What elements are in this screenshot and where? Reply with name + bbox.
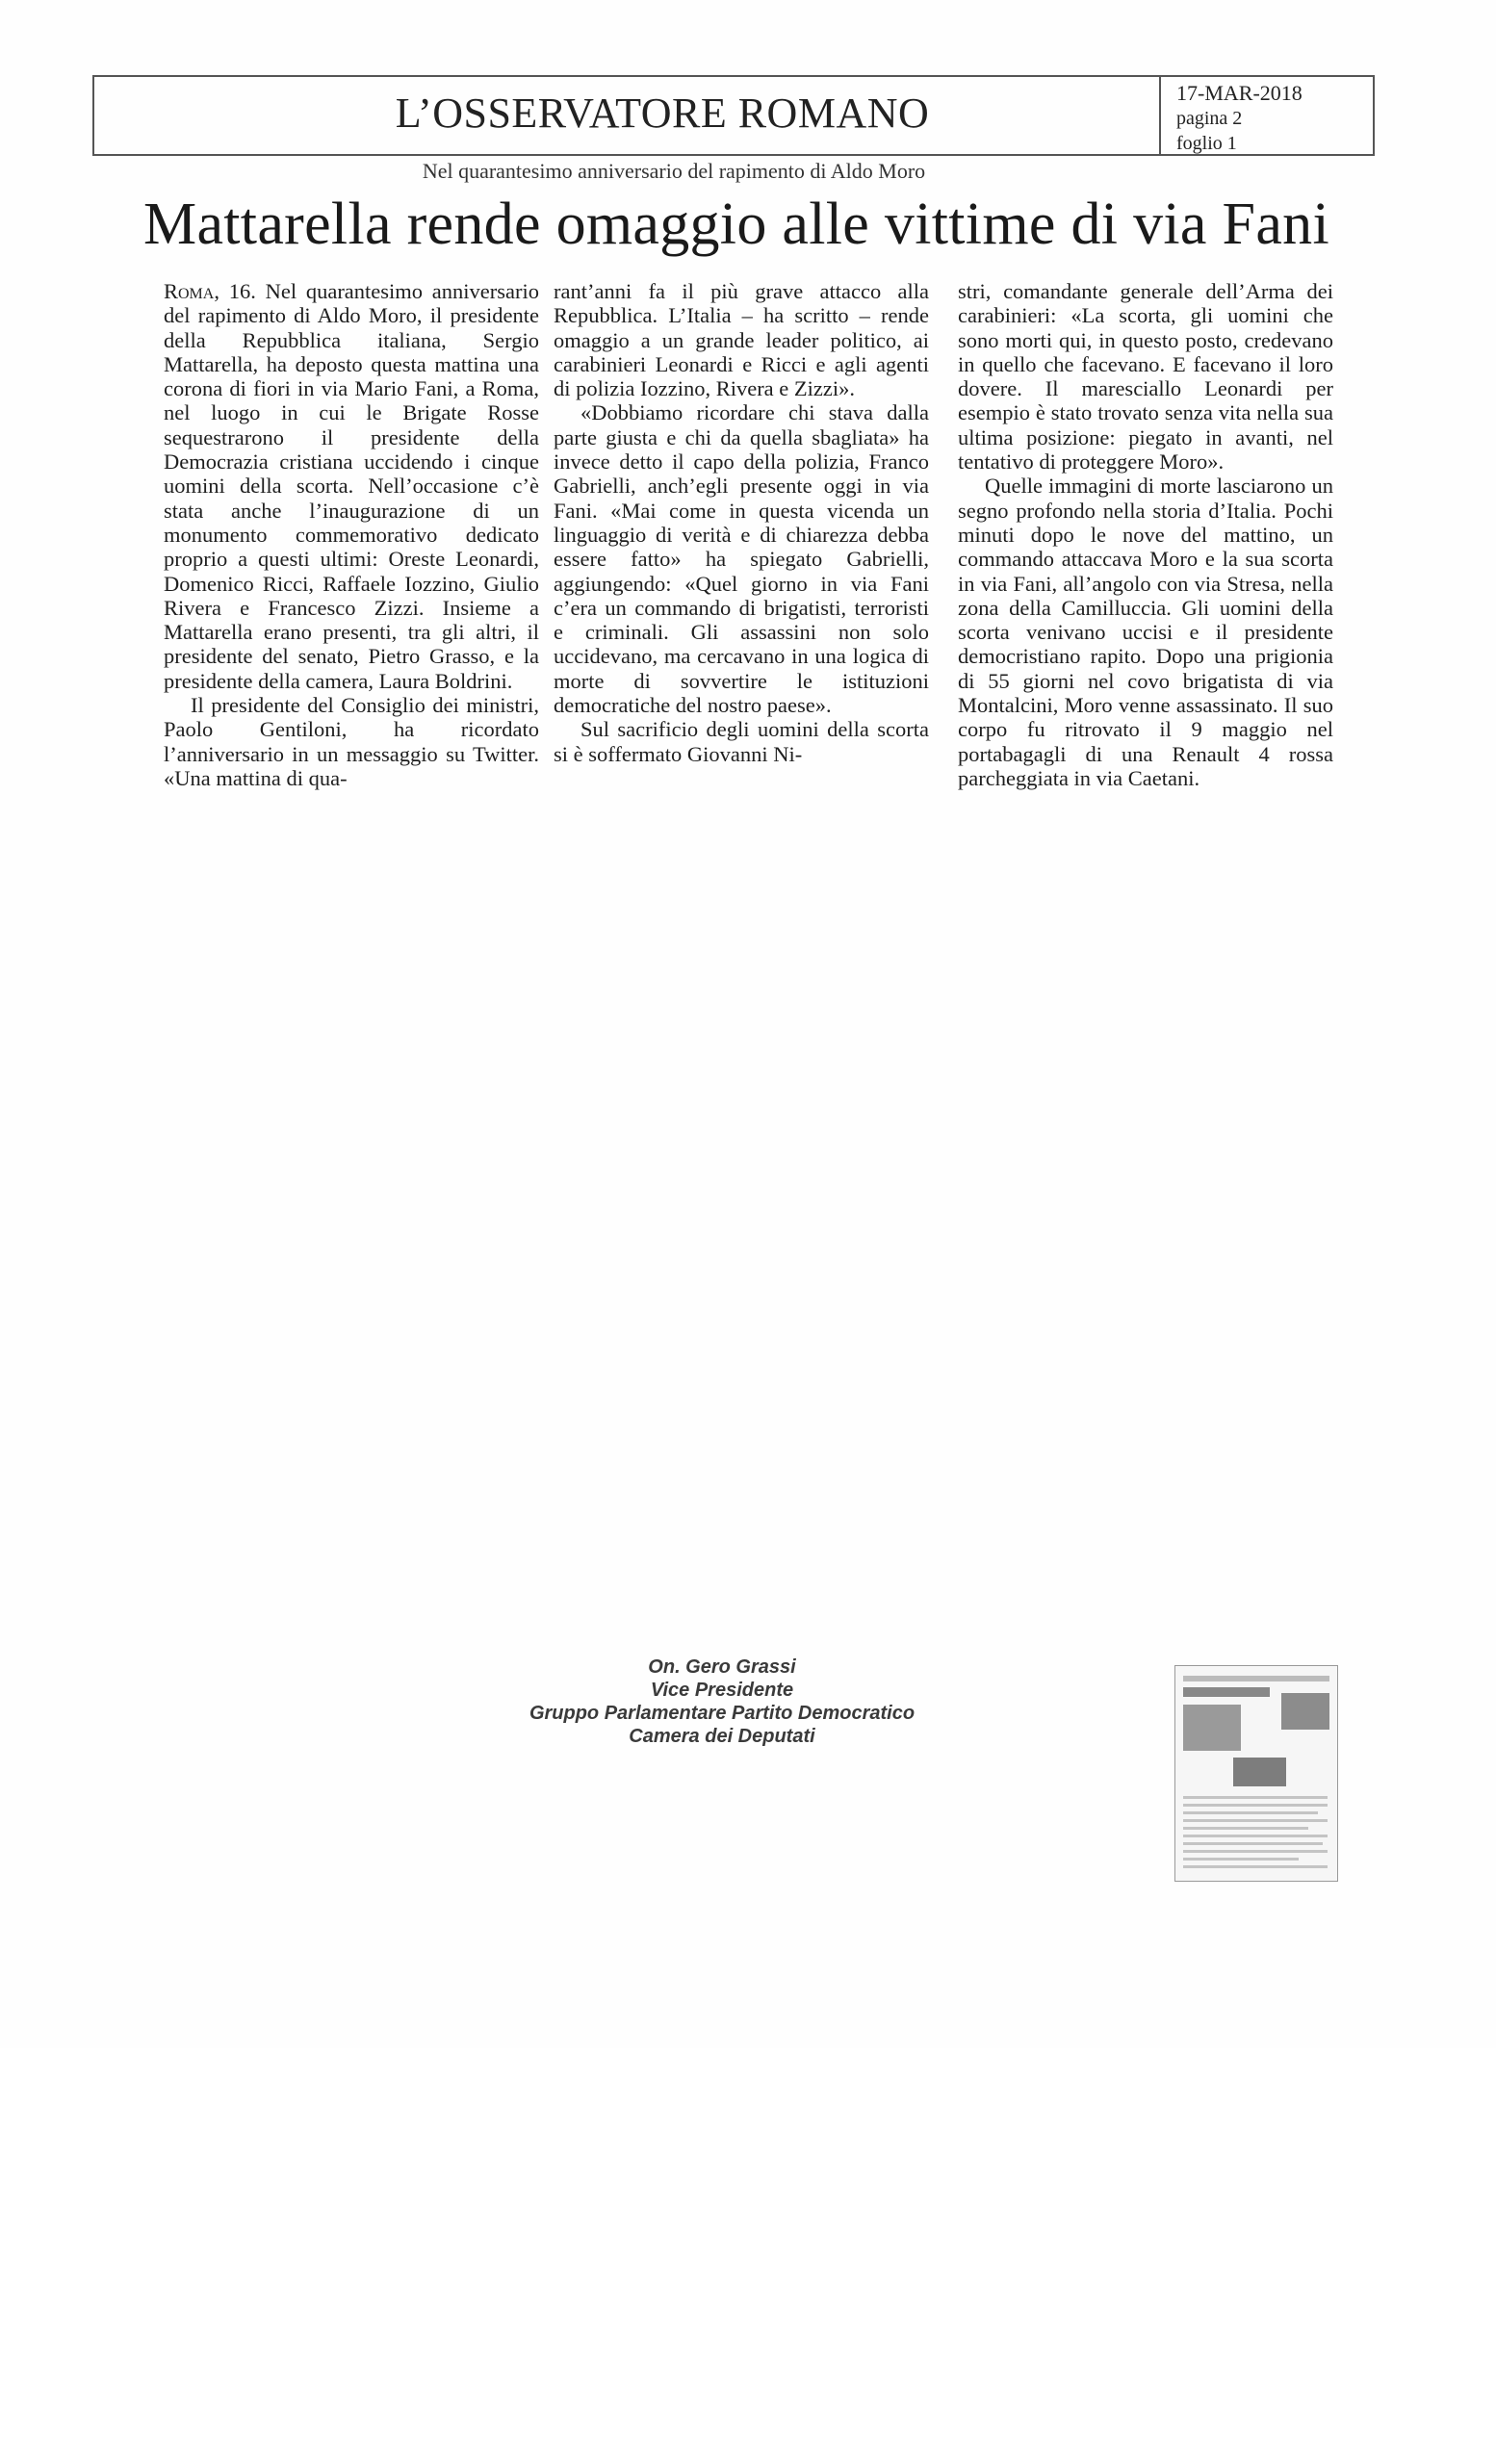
article-dateline: Roma, 16. xyxy=(164,279,256,303)
stamp-name: On. Gero Grassi xyxy=(648,1656,796,1678)
clipping-page: pagina 2 xyxy=(1176,108,1243,129)
paragraph-text: Nel quarantesimo anniversario del rapimento di Aldo Moro, il presidente della Repubblica italiana, Sergio Mattarella, ha deposto questa mattina una corona di fiori in via Mario Fani, a Roma, nel luogo in cui le Brigate Rosse sequestrarono il presidente della Democrazia cristiana uccidendo i cinque uomini della scorta. Nell’occasione c’è stata anche l’inaugurazione di un monumento commemorativo dedicato proprio a questi ultimi: Oreste Leonardi, Domenico Ricci, Raffaele Iozzino, Giulio Rivera e Francesco Zizzi. Insieme a Mattarella erano presenti, tra gli altri, il presidente del senato, Pietro Grasso, e la presidente della camera, Laura Boldrini. xyxy=(164,279,539,693)
article-column-3 xyxy=(958,279,1333,790)
article-paragraph: Quelle immagini di morte lasciarono un segno profondo nella storia d’Italia. Pochi minuti dopo le nove del mattino, un commando attaccava Moro e la sua scorta in via Fani, all’angolo con via Stresa, nella zona della Camilluccia. Gli uomini della scorta venivano uccisi e il presidente democristiano rapito. Dopo una prigionia di 55 giorni nel covo brigatista di via Montalcini, Moro venne assassinato. Il suo corpo fu ritrovato il 9 maggio nel portabagagli di una Renault 4 rossa parcheggiata in via Caetani. xyxy=(958,474,1333,790)
article-column-2 xyxy=(554,279,929,766)
stamp-role: Vice Presidente xyxy=(650,1680,794,1701)
stamp-chamber: Camera dei Deputati xyxy=(629,1726,815,1747)
page-thumbnail-icon xyxy=(1174,1665,1338,1882)
stamp-group: Gruppo Parlamentare Partito Democratico xyxy=(529,1703,916,1724)
article-paragraph: Il presidente del Consiglio dei ministri, Paolo Gentiloni, ha ricordato l’anniversario in un messaggio su Twitter. «Una mattina di qua- xyxy=(164,693,539,790)
masthead-divider xyxy=(1159,77,1161,154)
article-headline: Mattarella rende omaggio alle vittime di via Fani xyxy=(143,192,1329,257)
article-paragraph: «Dobbiamo ricordare chi stava dalla parte giusta e chi da quella sbagliata» ha invece detto il capo della polizia, Franco Gabrielli, anch’egli presente oggi in via Fani. «Mai come in questa vicenda un linguaggio di verità e di chiarezza debba essere fatto» ha spiegato Gabrielli, aggiungendo: «Quel giorno in via Fani c’era un commando di brigatisti, terroristi e criminali. Gli assassini non solo uccidevano, ma cercavano in una logica di morte di sovvertire le istituzioni democratiche del nostro paese». xyxy=(554,400,929,718)
article-paragraph: rant’anni fa il più grave attacco alla Repubblica. L’Italia – ha scritto – rende omaggio a un grande leader politico, ai carabinieri Leonardi e Ricci e agli agenti di polizia Iozzino, Rivera e Zizzi». xyxy=(554,279,929,401)
clipping-sheet: foglio 1 xyxy=(1176,133,1237,154)
masthead xyxy=(92,75,1375,156)
clipping-info xyxy=(1176,81,1369,156)
clipping-date: 17-MAR-2018 xyxy=(1176,81,1303,105)
article-paragraph: stri, comandante generale dell’Arma dei carabinieri: «La scorta, gli uomini che sono morti qui, in questo posto, credevano in quello che facevano. E facevano il loro dovere. Il maresciallo Leonardi per esempio è stato trovato senza vita nella sua ultima posizione: piegato in avanti, nel tentativo di proteggere Moro». xyxy=(958,279,1333,475)
article-paragraph xyxy=(164,279,539,693)
article-column-1 xyxy=(164,279,539,790)
blank-margin xyxy=(0,2048,1496,2464)
deputy-stamp xyxy=(501,1656,943,1748)
article-paragraph: Sul sacrificio degli uomini della scorta si è soffermato Giovanni Ni- xyxy=(554,717,929,766)
article-kicker: Nel quarantesimo anniversario del rapimento di Aldo Moro xyxy=(422,159,926,183)
newspaper-name: L’OSSERVATORE ROMANO xyxy=(395,90,930,137)
